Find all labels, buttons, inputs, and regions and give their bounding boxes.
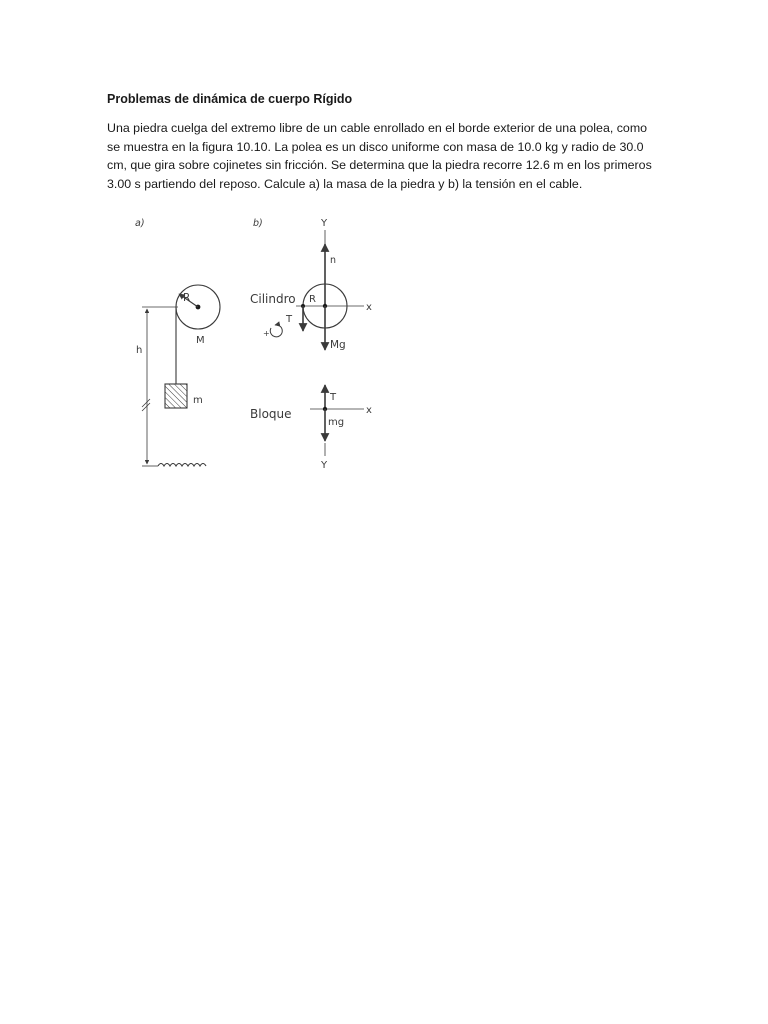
block-mass-label: m — [193, 395, 203, 406]
part-a-diagram — [135, 218, 220, 466]
block-weight-label: mg — [328, 417, 345, 428]
cylinder-y-axis-label: Y — [321, 218, 328, 229]
problem-line: Una piedra cuelga del extremo libre de un cable enrollado en el borde exterior de una polea, como — [107, 121, 648, 135]
cable-tension-label: T — [286, 314, 293, 325]
cylinder-weight-label: Mg — [330, 339, 346, 351]
problem-statement — [107, 119, 667, 193]
block-x-axis-label: x — [366, 405, 372, 416]
rotation-sign-label: + — [263, 329, 270, 338]
rotation-sign-icon — [270, 325, 282, 337]
break-mark — [142, 403, 150, 411]
part-a-label: a) — [135, 218, 145, 229]
ground-squiggle — [158, 464, 206, 467]
problem-line: cm, que gira sobre cojinetes sin fricción. Se determina que la piedra recorre 12.6 m en los primeros — [107, 158, 652, 173]
block-tension-label: T — [330, 392, 337, 403]
pulley-mass-label: M — [196, 335, 205, 346]
height-label: h — [136, 345, 143, 356]
block-name: Bloque — [250, 407, 292, 421]
problem-line: se muestra en la figura 10.10. La polea es un disco uniforme con masa de 10.0 kg y radio de 30.0 — [107, 139, 644, 154]
document-title: Problemas de dinámica de cuerpo Rígido — [107, 92, 353, 106]
problem-line: 3.00 s partiendo del reposo. Calcule a) la masa de la piedra y b) la tensión en el cable. — [107, 176, 583, 191]
pulley-diagram — [120, 200, 400, 480]
cylinder-name: Cilindro — [250, 292, 296, 306]
normal-force-label: n — [330, 255, 337, 266]
pulley-figure — [120, 200, 400, 480]
break-mark — [142, 399, 150, 407]
stone-block — [165, 384, 187, 408]
part-b-label: b) — [253, 218, 263, 229]
cylinder-x-axis-label: x — [366, 302, 372, 313]
cylinder-radius-label: R — [309, 294, 316, 305]
radius-label: R — [183, 292, 191, 304]
block-y-axis-label: Y — [321, 460, 328, 471]
part-b-diagram — [250, 218, 372, 471]
